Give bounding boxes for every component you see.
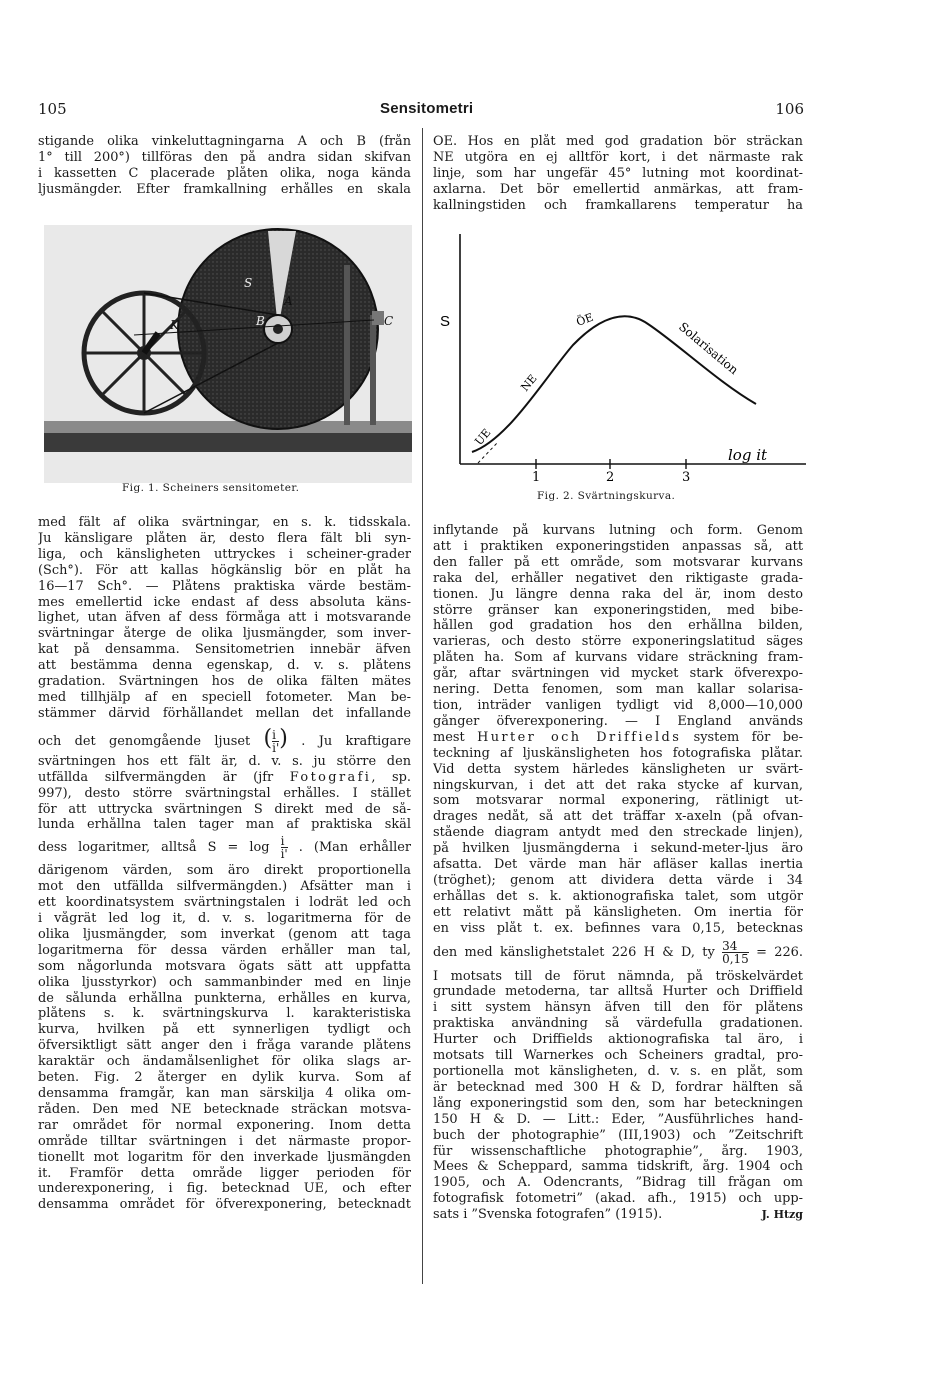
text-line: olika ljusmängder, som inverkat (genom att taga	[38, 926, 411, 942]
text-line: 1905, och A. Odencrants, ”Bidrag till frågan om	[433, 1175, 803, 1191]
author-signature: J. Htzg	[761, 1208, 803, 1222]
formula-line-log: dess logaritmer, alltså S = log $\frac{i}{i'}$ . (Man erhåller	[38, 834, 411, 862]
curve-label-oe: ÖE	[574, 310, 596, 329]
text-line: lunda erhållna talen tager man af praktiska skäl	[38, 817, 411, 833]
text-line: teckning af ljuskänsligheten hos fotografiska plåtar.	[433, 745, 803, 761]
text-line: I motsats till de förut nämnda, på tröskelvärdet	[433, 968, 803, 984]
x-tick-label: 3	[682, 470, 691, 484]
text-line: plåten ha. Som af kurvans vidare sträckning fram-	[433, 650, 803, 666]
text-line: karaktär och ändamålsenlighet för olika slags ar-	[38, 1054, 411, 1070]
text-line: olika ljusstyrkor) och sammanbinder med en linje	[38, 974, 411, 990]
curve-line	[472, 316, 756, 452]
right-column-top	[433, 134, 803, 214]
figure-characteristic-curve	[438, 232, 808, 484]
text-line: beten. Fig. 2 återger en dylik kurva. Som af	[38, 1070, 411, 1086]
text-line: tionen. Ju längre denna raka del är, inom desto	[433, 586, 803, 602]
text-line: att bestämma denna egenskap, d. v. s. plåtens	[38, 658, 411, 674]
fig1-label-a: A	[284, 294, 293, 308]
text-line: i vågrät led log it, d. v. s. logaritmerna för de	[38, 911, 411, 927]
text-line: svärtningen hos ett fält är, d. v. s. ju större den	[38, 753, 411, 769]
text-line: NE utgöra en ej alltför kort, i det närmaste rak	[433, 149, 803, 165]
text-line: en viss plåt t. ex. befinnes vara 0,15, betecknas	[433, 920, 803, 936]
text-line: stämmer därvid förhållandet mellan det infallande	[38, 705, 411, 721]
text-line: ljusmängder. Efter framkallning erhålles en skala	[38, 181, 411, 197]
text-line: som motsvarar normal exponering, rätlinigt ut-	[433, 793, 803, 809]
left-column-middle	[38, 515, 411, 1213]
curve-label-ue: UE	[472, 426, 494, 448]
fig1-label-b: B	[256, 314, 265, 328]
text-line: inflytande på kurvans lutning och form. Genom	[433, 523, 803, 538]
y-axis-label: S	[440, 313, 451, 330]
text-line: lighet, utan äfven af dess förmåga att i motsvarande	[38, 610, 411, 626]
text-line: underexponering, i fig. betecknad UE, och efter	[38, 1181, 411, 1197]
text-line: mot den utfällda silfvermängden.) Afsätter man i	[38, 879, 411, 895]
text-line: grundade metoderna, tar alltså Hurter och Driffield	[433, 984, 803, 1000]
text-line: ett relativt mått på känsligheten. Om inertia för	[433, 904, 803, 920]
text-line: för att uttrycka svärtningen S direkt med de så-	[38, 801, 411, 817]
text-line: ningskurvan, i det att det raka stycke af kurvan,	[433, 777, 803, 793]
fig1-label-c: C	[384, 314, 394, 328]
text-line: stående diagram antydt med den streckade linjen),	[433, 825, 803, 841]
text-line: i kassetten C placerade plåten olika, noga kända	[38, 165, 411, 181]
text-line: Ju känsligare plåten är, desto flera fält bli syn-	[38, 530, 411, 546]
text-line: drages nedåt, så att det träffar x-axeln (på ofvan-	[433, 809, 803, 825]
text-line: råden. Den med NE betecknade sträckan motsva-	[38, 1101, 411, 1117]
text-line: für wissenschaftliche photographie”, årg. 1903,	[433, 1143, 803, 1159]
text-line: gånger öfverexponering. — I England används	[433, 713, 803, 729]
text-line: kat på densamma. Sensitometrien innebär äfven	[38, 642, 411, 658]
text-line: kurva, hvilken på ett synnerligen tydligt och	[38, 1022, 411, 1038]
text-line: portionella mot känsligheten, d. v. s. en plåt, som	[433, 1064, 803, 1079]
text-line: 997), desto större svärtningstal erhålles. I stället	[38, 785, 411, 801]
curve-label-solarisation: Solarisation	[676, 319, 741, 378]
text-line: densamma framgår, kan man särskilja 4 olika om-	[38, 1086, 411, 1101]
text-line: afsatta. Det värde man här afläser kallas inertia	[433, 857, 803, 873]
x-axis-label: log it	[728, 446, 768, 464]
left-column-top	[38, 134, 411, 198]
text-line: kallningstiden och framkallarens temperatur ha	[433, 197, 803, 213]
text-line: Vid detta system härledes känsligheten ur svärt-	[433, 761, 803, 777]
running-title: Sensitometri	[380, 100, 474, 117]
text-line: liga, och känsligheten uttryckes i scheiner-grader	[38, 546, 411, 562]
text-line: motsats till Warnerkes och Scheiners gradtal, pro-	[433, 1048, 803, 1064]
page-number-right: 106	[775, 100, 804, 118]
text-line: 1° till 200°) tillföras den på andra sidan skifvan	[38, 149, 411, 165]
x-tick-label: 2	[606, 470, 615, 484]
text-line: ett koordinatsystem svärtningstalen i lodrät led och	[38, 895, 411, 911]
text-line: (Sch°). För att kallas högkänslig bör en plåt ha	[38, 562, 411, 578]
text-line: de sålunda erhållna punkterna, erhålles en kurva,	[38, 990, 411, 1006]
text-line: mes emellertid icke endast af dess absoluta käns-	[38, 594, 411, 610]
fig1-label-s: S	[244, 276, 253, 290]
text-line: tion, inträder vanligen tydligt vid 8,000—10,000	[433, 697, 803, 713]
text-line: med tillhjälp af en speciell fotometer. Man be-	[38, 689, 411, 705]
text-line: lång exponeringstid som den, som har beteckningen	[433, 1095, 803, 1111]
text-line: buch der photographie” (III,1903) och ”Zeitschrift	[433, 1127, 803, 1143]
text-line: 150 H & D. — Litt.: Eder, ”Ausführliches hand-	[433, 1111, 803, 1127]
fig2-caption: Fig. 2. Svärtningskurva.	[537, 490, 676, 502]
text-line: erhållas det s. k. aktionografiska talet, som utgör	[433, 888, 803, 904]
formula-line-light-ratio: och det genomgående ljuset ( $\frac{i}{i'}$ ) . Ju kraftigare	[38, 725, 411, 754]
text-line: är betecknad med 300 H & D, fordrar hälften så	[433, 1079, 803, 1095]
text-line: axlarna. Det bör emellertid anmärkas, att fram-	[433, 181, 803, 197]
text-line: fotografisk fotometri” (akad. afh., 1915) och upp-	[433, 1191, 803, 1207]
column-rule	[422, 128, 423, 1284]
hand-wheel	[84, 293, 204, 413]
text-line: praktiska användning så värdefulla gradationen.	[433, 1016, 803, 1032]
text-line: på hvilken ljusmängderna i sekund-meter-ljus äro	[433, 841, 803, 857]
figure-scheiner-sensitometer	[44, 225, 412, 483]
text-line: raka del, erhåller negativet den riktigaste grada-	[433, 570, 803, 586]
text-line: Hurter och Driffields aktionografiska tal äro, i	[433, 1032, 803, 1048]
text-line: område tilltar svärtningen i det närmaste propor-	[38, 1133, 411, 1149]
text-line: utfällda silfvermängden är (jfr Fotografi, sp.	[38, 769, 411, 785]
text-line: sats i ”Svenska fotografen” (1915). J. Htzg	[433, 1207, 803, 1223]
text-line: hållen god gradation hos den erhållna bilden,	[433, 618, 803, 634]
text-line: därigenom värden, som äro direkt proportionella	[38, 863, 411, 879]
text-line: den faller på ett område, som motsvarar kurvans	[433, 554, 803, 570]
text-line: tionellt mot logaritm för den inverkade ljusmängden	[38, 1149, 411, 1165]
text-line: som någorlunda motsvara ögats sätt att uppfatta	[38, 958, 411, 974]
text-line: varieras, och desto större exponeringslatitud säges	[433, 634, 803, 650]
text-line: svärtningar återge de olika ljusmängder, som inver-	[38, 626, 411, 642]
text-line: ÖE. Hos en plåt med god gradation bör sträckan	[433, 134, 803, 149]
fig1-caption: Fig. 1. Scheiners sensitometer.	[122, 482, 300, 494]
right-column-middle	[433, 523, 803, 1223]
text-line: nering. Detta fenomen, som man kallar solarisa-	[433, 682, 803, 698]
text-line: större gränser kan exponeringstiden, med bibe-	[433, 602, 803, 618]
text-line: med fält af olika svärtningar, en s. k. tidsskala.	[38, 515, 411, 530]
fig1-label-k: K	[170, 318, 179, 332]
x-tick-label: 1	[532, 470, 541, 484]
text-line: rar området för normal exponering. Inom detta	[38, 1117, 411, 1133]
text-line: 16—17 Sch°. — Plåtens praktiska värde bestäm-	[38, 578, 411, 594]
formula-line-hd: den med känslighetstalet 226 H & D, ty $\frac{34}{0,15}$ = 226.	[433, 938, 803, 966]
text-line: linje, som har ungefär 45° lutning mot koordinat-	[433, 165, 803, 181]
text-line: logaritmerna för dessa värden erhåller man tal,	[38, 942, 411, 958]
text-line: mest Hurter och Driffields system för be-	[433, 729, 803, 745]
text-line: går, aftar svärtningen vid mycket stark öfverexpo-	[433, 666, 803, 682]
page-number-left: 105	[38, 100, 67, 118]
text-line: Mees & Scheppard, samma tidskrift, årg. 1904 och	[433, 1159, 803, 1175]
text-line: gradation. Svärtningen hos de olika fälten mätes	[38, 674, 411, 690]
text-line: stigande olika vinkeluttagningarna A och B (från	[38, 134, 411, 149]
text-line: öfversiktligt sätt anger den i fråga varande plåtens	[38, 1038, 411, 1054]
text-line: densamma området för öfverexponering, betecknadt	[38, 1197, 411, 1213]
curve-label-ne: NE	[518, 372, 540, 394]
text-line: (tröghet); genom att dividera detta värde i 34	[433, 872, 803, 888]
text-line: it. Framför detta område ligger perioden för	[38, 1165, 411, 1181]
text-line: plåtens s. k. svärtningskurva l. karakteristiska	[38, 1006, 411, 1022]
text-line: att i praktiken exponeringstiden anpassas så, att	[433, 538, 803, 554]
text-line: i sitt system hänsyn äfven till den för plåtens	[433, 1000, 803, 1016]
